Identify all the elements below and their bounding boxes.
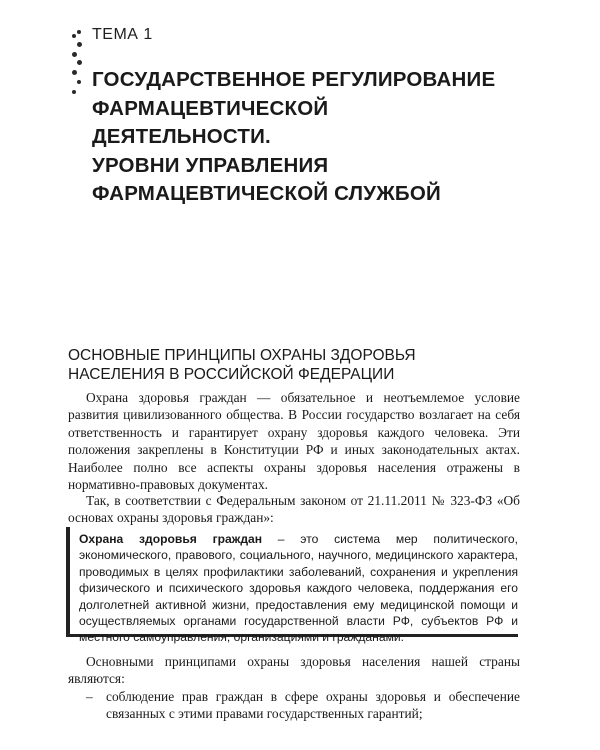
list-item-text: соблюдение прав граждан в сфере охраны здоровья и обеспечение связанных с этими правами государственных гарантий; — [106, 689, 520, 722]
paragraph-intro: Охрана здоровья граждан — обязательное и неотъемлемое условие развития цивилизованного общества. В России государство возлагает на себя ответственность и гарантирует охрану здоровья каждого человека. Эти положения закреплены в Конституции РФ и иных законодательных актах. Наиболее полно все аспекты охраны здоровья населения отражены в нормативно-правовых документах. — [68, 390, 520, 493]
section-title-line: ОСНОВНЫЕ ПРИНЦИПЫ ОХРАНЫ ЗДОРОВЬЯ — [68, 347, 416, 364]
topic-label: ТЕМА 1 — [92, 26, 153, 43]
dot — [77, 60, 82, 65]
definition-term: Охрана здоровья граждан — [79, 532, 263, 546]
chapter-title-line: ДЕЯТЕЛЬНОСТИ. — [92, 125, 271, 148]
list-dash: – — [86, 689, 93, 704]
definition-text: – это система мер политического, экономического, правового, социального, научного, медицинского характера, проводимых в целях профилактики заболеваний, сохранения и укрепления физического и психического здоровья каждого человека, поддержания его долголетней активной жизни, предоставления ему медицинской помощи и осуществляемых органами государственной власти РФ, субъектов РФ и местного самоуправления, организациями и гражданами. — [79, 532, 518, 645]
dot — [72, 90, 76, 94]
dot — [77, 42, 82, 47]
dot — [72, 52, 77, 57]
decorative-dots — [68, 28, 82, 98]
section-title — [68, 346, 548, 384]
chapter-title-line: ФАРМАЦЕВТИЧЕСКОЙ — [92, 96, 329, 120]
chapter-title-line: ГОСУДАРСТВЕННОЕ РЕГУЛИРОВАНИЕ — [92, 68, 496, 91]
paragraph-principles: Основными принципами охраны здоровья населения нашей страны являются: — [68, 654, 520, 687]
dot — [77, 80, 81, 84]
section-title-line: НАСЕЛЕНИЯ В РОССИЙСКОЙ ФЕДЕРАЦИИ — [68, 366, 395, 383]
definition-box — [66, 527, 518, 645]
chapter-title-line: УРОВНИ УПРАВЛЕНИЯ — [92, 153, 329, 177]
chapter-title-line: ФАРМАЦЕВТИЧЕСКОЙ СЛУЖБОЙ — [92, 182, 441, 205]
dot — [72, 70, 77, 75]
chapter-title — [92, 66, 562, 209]
paragraph-law-reference: Так, в соответствии с Федеральным законом от 21.11.2011 № 323-ФЗ «Об основах охраны здоровья граждан»: — [68, 493, 520, 526]
dot — [72, 34, 76, 38]
list-item — [68, 688, 520, 723]
dot — [77, 30, 81, 34]
